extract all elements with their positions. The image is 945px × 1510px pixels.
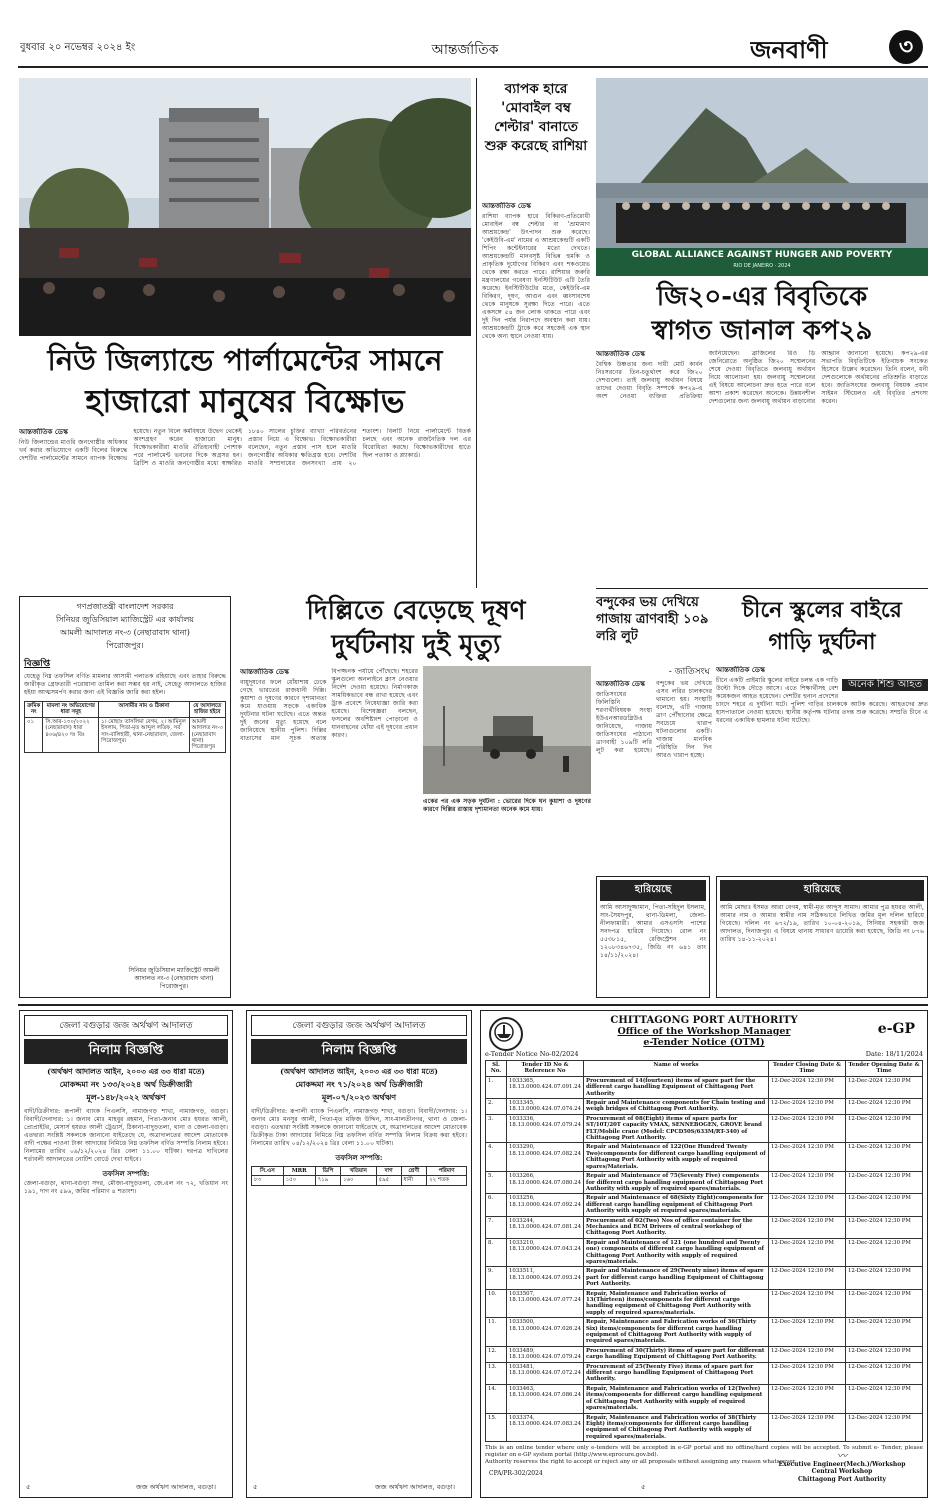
- tender-cell: 5.: [486, 1172, 507, 1194]
- auction1-body: বাদী/ডিক্রীদার: রূপালী ব্যাংক পিএলসি, নামাজগড় শাখা, নামাজগড়, বগুড়া। বিবাদী/দেনাদার: ১। জনাব মোঃ মাহবুর রহমান, পিতা-জনাব মোঃ হযরত আলী, প্রোপ্রাইটর, মেসার্স হযরত আলী ট্রেডার্স, ঠিকানা-বাদুড়তলা, থানা ও জেলা-বগুড়া। এতদ্বারা সংশ্লিষ্ট সকলকে জানানো যাইতেছে যে, অত্রাদালতের আদেশ মোতাবেক বাদী পক্ষের পাওনা টাকা আদায়ের নিমিত্তে নিম্ন তফসিল বর্ণিত সম্পত্তি নিলাম হইবে। নিলামের তারিখ ০৯/১২/২০২৪ খ্রিঃ বেলা ১১.০০ ঘটিকা। দরপত্র দাখিলের শর্তাবলী আদালতের নোটিশ বোর্ডে দেখা যাইবে।: [24, 1108, 228, 1163]
- nz-article: [19, 428, 471, 590]
- table-row: [486, 1346, 923, 1362]
- delhi-body: বায়ুদূষণের ফলে ধোঁয়াশায় ঢেকে গেছে ভারতের রাজধানী দিল্লি। কুয়াশা ও দূষণের কারণে দৃশ্যমানতা কমে যাওয়ায় সড়কে একাধিক দুর্ঘটনার ঘটনা ঘটেছে। এতে অন্তত দুই জনের মৃত্যু হয়েছে বলে জানিয়েছে স্থানীয় পুলিশ। দিল্লির বাতাসের মান সূচক অত্যন্ত বিপজ্জনক পর্যায়ে পৌঁছেছে। শহরের স্কুলগুলো অনলাইনে ক্লাস নেওয়ার নির্দেশ দেওয়া হয়েছে। নির্মাণকাজ সাময়িকভাবে বন্ধ রাখা হয়েছে এবং ট্রাক প্রবেশে নিষেধাজ্ঞা জারি করা হয়েছে। বিশেষজ্ঞরা বলছেন, ফসলের অবশিষ্টাংশ পোড়ানো ও যানবাহনের ধোঁয়া এই দূষণের প্রধান কারণ।: [240, 668, 418, 742]
- table-row: [486, 1318, 923, 1347]
- port-table-header: Tender Closing Date & Time: [769, 1061, 846, 1077]
- gaza-headline-text: বন্দুকের ভয় দেখিয়ে গাজায় ত্রাণবাহী ১০৯ লরি লুট: [596, 595, 709, 644]
- table-row: [486, 1238, 923, 1267]
- russia-body: রাশিয়া ব্যাপক হারে বিকিরণ-প্রতিরোধী মোবাইল বম্ব শেল্টার বা 'ভ্রাম্যমাণ আশ্রয়কেন্দ্র' উৎপাদন শুরু করেছে। 'কেইউবি-এম' নামের এ আশ্রয়কেন্দ্রটি একটি শিপিং কন্টেইনারের মতো দেখতে। আশ্রয়কেন্দ্রটি মানবসৃষ্ট বিভিন্ন হুমকি ও প্রাকৃতিক দুর্যোগের বিকিরণ এবং শকওয়েভ থেকে রক্ষা করতে পারে। রাশিয়ার জরুরি মন্ত্রণালয়ের গবেষণা ইনস্টিটিউট এটি তৈরি করেছে। ইনস্টিটিউটের মতে, কেইউবি-এম বিকিরণ, দূষণ, আগুন এবং ধ্বংসাবশেষ থেকে মানুষকে সুরক্ষা দিতে পারে। এতে একসঙ্গে ৫৪ জন লোক থাকতে পারে এবং দুই দিন পর্যন্ত নিরাপদে অবস্থান করা যায়। আশ্রয়কেন্দ্রটি ট্রাকে করে সহজেই এক স্থান থেকে অন্য স্থানে নেওয়া যায়।: [482, 213, 590, 340]
- g20-body: বৈশ্বিক উষ্ণতার জন্য দায়ী মোট কার্বন নিঃসরণের তিন-চতুর্থাংশ করে জি২০ দেশগুলো। তাই জলবায়ু অর্থায়ন বিষয়ে তাদের দেওয়া বিবৃতি সম্পর্কে কপ২৯-এ অংশ নেওয়া ব্যক্তিরা প্রতিক্রিয়া জানিয়েছেন। ব্রাজিলের রিও ডি জেনিরোতে অনুষ্ঠিত জি২০ সম্মেলনের শেষে দেওয়া বিবৃতিতে জলবায়ু অর্থায়ন নিয়ে আলোচনা হয়। জলবায়ু সম্মেলনের এই বিষয়ে আলোচনা দ্রুত হতে পারে বলে আশা প্রকাশ করেছেন অনেকে। উন্নয়নশীল দেশগুলোর জন্য জলবায়ু অর্থায়ন বাড়ানোর আহ্বান জানানো হয়েছে। কপ২৯-এর সভাপতি বিবৃতিটিকে ইতিবাচক সংকেত হিসেবে উল্লেখ করেছেন। তিনি বলেন, ধনী দেশগুলোকে অর্থায়নের প্রতিশ্রুতি বাড়াতে হবে। জাতিসংঘের জলবায়ু বিষয়ক প্রধান সাইমন স্টিয়েলও এই বিবৃতির প্রশংসা করেন।: [596, 350, 928, 405]
- g20-article: [596, 350, 928, 585]
- missing-ad-1-body: আমি আসাদুজ্জামান, পিতা-সহিদুল ইসলাম, সাং-সৈয়দপুর, থানা-ডিমলা, জেলা-নীলফামারী। আমার এসএসসি পাশের সনদপত্র হারিয়ে গিয়েছে। রোল নং ৫৫৩৮১৫, রেজিস্ট্রেশন নং ১২০৮৩৪৬৭৩৫, জিডি নং ৬৪১ তাং ১৪/১১/২০২৪।: [600, 904, 706, 959]
- court-table-cell: সি.আর-১৩০/২০২২ (নেছারাবাদ) ধারা ৪০৬/৪২০ দঃ বিঃ: [43, 717, 99, 752]
- russia-desk: আন্তর্জাতিক ডেস্ক: [482, 202, 531, 210]
- tender-cell: 1033345, 18.13.0000.424.07.074.24: [507, 1099, 584, 1115]
- tender-cell: 12-Dec-2024 12:30 PM: [846, 1346, 923, 1362]
- nz-body: নিউ জিল্যান্ডের মাওরি জনগোষ্ঠীর অধিকার খর্ব করার অভিযোগে একটি বিলের বিরুদ্ধে দেশটির পার্লামেন্টের সামনে ব্যাপক বিক্ষোভ হয়েছে। নতুন বিলে কর্মবিষয়ে উদ্বেগ থেকেই অংশগ্রহণ করেন হাজারো মানুষ। বিক্ষোভকারীরা মাওরি ঐতিহ্যবাহী পোশাক পরে পার্লামেন্ট ভবনের দিকে অগ্রসর হন। ব্রিটিশ ও মাওরি জনগোষ্ঠীর মধ্যে স্বাক্ষরিত ১৮৪০ সালের চুক্তির ব্যাখ্যা পরিবর্তনের প্রস্তাব নিয়ে এ বিক্ষোভ। বিক্ষোভকারীরা বলেছেন, নতুন প্রস্তাব পাস হলে মাওরি জনগোষ্ঠীর অধিকার ক্ষতিগ্রস্ত হবে। দেশটির মাওরি সম্প্রদায়ের জনসংখ্যা প্রায় ২০ শতাংশ। বিলটি নিয়ে পার্লামেন্টে বিতর্ক চলছে এবং অনেক রাজনৈতিক দল এর বিরোধিতা করছে। বিক্ষোভকারীদের হাতে ছিল পতাকা ও প্ল্যাকার্ড।: [19, 428, 471, 467]
- schedule-header: শ্রেণী: [401, 1167, 427, 1176]
- table-row: [486, 1384, 923, 1413]
- section-title: আন্তর্জাতিক: [431, 42, 499, 58]
- tender-cell: 1033489, 18.13.0000.424.07.079.24: [507, 1346, 584, 1362]
- china-headline-line1: চীনে স্কুলের বাইরে: [742, 597, 902, 623]
- auction2-schedule-table: [251, 1166, 467, 1186]
- tender-cell: 12-Dec-2024 12:30 PM: [769, 1194, 846, 1216]
- schedule-cell: ২২ শতক: [427, 1176, 467, 1185]
- table-row: [486, 1194, 923, 1216]
- schedule-cell: ৫৯৫: [376, 1176, 401, 1185]
- court-notice-line2: সিনিয়র জুডিসিয়াল ম্যাজিস্ট্রেট এর কার্যালয়: [56, 615, 194, 624]
- tender-cell: Repair and Maintenance of 29(Twenty nine) items of spare part for different cargo handling Equipment of Chittagong Port Authority.: [584, 1267, 769, 1289]
- court-table-cell: আমলী আদালত নং-৩ (নেছারাবাদ থানা) পিরোজপুর: [189, 717, 225, 752]
- court-notice-title: বিজ্ঞপ্তি: [24, 659, 51, 669]
- tender-cell: 1033481, 18.13.0000.424.07.072.24: [507, 1362, 584, 1384]
- auction1-orig: মূল-১৪৮/২০২২ অর্থঋণ: [86, 1092, 166, 1102]
- table-row: [486, 1289, 923, 1318]
- auction1-title: নিলাম বিজ্ঞপ্তি: [24, 1039, 228, 1064]
- nz-headline: [19, 340, 471, 426]
- missing-ad-2-title: হারিয়েছে: [720, 880, 924, 901]
- tender-cell: Repair and Maintenance of 122(One Hundred Twenty Two)components for different cargo handling equipment of Chittagong Port Authority with supply of required spares/Materials.: [584, 1143, 769, 1172]
- auction-notice-2: [246, 1010, 472, 1498]
- court-notice-signature: সিনিয়র জুডিসিয়াল ম্যাজিস্ট্রেট আমলী আদালত নং-৩ (নেছারাবাদ থানা) পিরোজপুর।: [128, 967, 220, 990]
- tender-cell: 12-Dec-2024 12:30 PM: [769, 1238, 846, 1267]
- g20-photo: [596, 78, 928, 276]
- delhi-headline-line2: দুর্ঘটনায় দুই মৃত্যু: [331, 630, 501, 660]
- delhi-headline-line1: দিল্লিতে বেড়েছে দূষণ: [306, 596, 526, 626]
- table-row: [486, 1114, 923, 1143]
- china-article: [716, 666, 928, 870]
- tender-cell: Procurement of 02(Two) Nos of office container for the Mechanics and ECM Drivers of central workshop of Chittagong Port Authority.: [584, 1216, 769, 1238]
- tender-cell: Repair and Maintenance components for Chain testing and weigh bridges of Chittagong Port Authority.: [584, 1099, 769, 1115]
- schedule-header: খতিয়ান: [341, 1167, 377, 1176]
- schedule-cell: ৮৩: [252, 1176, 284, 1185]
- tender-cell: 12-Dec-2024 12:30 PM: [846, 1384, 923, 1413]
- auction1-schedule: জেলা-বগুড়া, থানা-বগুড়া সদর, মৌজা-বাদুড়তলা, জে.এল নং ৭২, খতিয়ান নং ১৯১, দাগ নং ৫৯৬, জমির পরিমাণ ৪ শতাংশ।: [24, 1180, 228, 1195]
- auction1-ref: ৫: [26, 1483, 31, 1491]
- tender-cell: 13.: [486, 1362, 507, 1384]
- tender-cell: 12-Dec-2024 12:30 PM: [846, 1099, 923, 1115]
- tender-cell: Repair, Maintenance and Fabrication works of 12(Twelve) items/components for different cargo handling equipment of Chittagong Port Authority with supply of required spares/materials.: [584, 1384, 769, 1413]
- delhi-article: [240, 668, 418, 998]
- port-org: CHITTAGONG PORT AUTHORITY: [610, 1015, 798, 1026]
- gaza-article: [596, 680, 712, 870]
- tender-cell: 12-Dec-2024 12:30 PM: [769, 1076, 846, 1098]
- col-divider-1: [476, 78, 477, 588]
- logo-text: জনবাণী: [750, 35, 828, 64]
- schedule-cell: ১৬০: [341, 1176, 377, 1185]
- tender-cell: 12-Dec-2024 12:30 PM: [769, 1413, 846, 1442]
- tender-cell: 12-Dec-2024 12:30 PM: [846, 1267, 923, 1289]
- ads-top-rule: [18, 1004, 928, 1006]
- schedule-cell: ধানী: [401, 1176, 427, 1185]
- tender-cell: 7.: [486, 1216, 507, 1238]
- table-row: [25, 717, 226, 752]
- tender-cell: 12-Dec-2024 12:30 PM: [846, 1238, 923, 1267]
- tender-cell: 12-Dec-2024 12:30 PM: [846, 1076, 923, 1098]
- table-row: [486, 1076, 923, 1098]
- auction1-case: মোকদ্দমা নং ১৩৩/২০২৪ অর্থ ডিক্রীজারী: [59, 1079, 193, 1089]
- tender-cell: 1033290, 18.13.0000.424.07.082.24: [507, 1143, 584, 1172]
- tender-cell: 9.: [486, 1267, 507, 1289]
- tender-cell: 12-Dec-2024 12:30 PM: [769, 1099, 846, 1115]
- tender-cell: 1033463, 18.13.0000.424.07.086.24: [507, 1384, 584, 1413]
- tender-cell: 1033511, 18.13.0000.424.07.093.24: [507, 1267, 584, 1289]
- nz-desk: আন্তর্জাতিক ডেস্ক: [19, 428, 68, 436]
- tender-cell: 11.: [486, 1318, 507, 1347]
- court-notice-line4: পিরোজপুর।: [106, 641, 144, 650]
- tender-cell: Repair, Maintenance and Fabrication works of 38(Thirty Eight) items/components for different cargo handling equipment of Chittagong Port Authority with supply of required spares/materials.: [584, 1413, 769, 1442]
- court-notice-body: যেহেতু নিম্ন তফসিল বর্ণিত মামলার আসামী পলাতক রহিয়াছে এবং তাহার বিরুদ্ধে জারীকৃত গ্রেফতারী পরোয়ানা তামিল করা সম্ভব হয় নাই, সেহেতু আদালতে হাজির হইয়া আত্মসমর্পণ করার জন্য এই বিজ্ঞপ্তি জারি করা হইল।: [24, 673, 226, 696]
- tender-cell: 1.: [486, 1076, 507, 1098]
- auction2-signature: জজ অর্থঋণ আদালত, বগুড়া।: [375, 1483, 455, 1491]
- tender-cell: Procurement of 14(fourteen) items of spare part for the different cargo handling Equipment of Chittagong Port Authority: [584, 1076, 769, 1098]
- missing-ad-1-title: হারিয়েছে: [600, 880, 706, 901]
- port-table-header: Tender Opening Date & Time: [846, 1061, 923, 1077]
- tender-cell: 12-Dec-2024 12:30 PM: [769, 1114, 846, 1143]
- port-date: Date: 18/11/2024: [865, 1050, 923, 1058]
- russia-article: [482, 202, 590, 590]
- tender-cell: 1033256, 18.13.0000.424.07.092.24: [507, 1194, 584, 1216]
- table-row: [486, 1413, 923, 1442]
- table-row: [486, 1216, 923, 1238]
- nz-headline-line1: নিউ জিল্যান্ডে পার্লামেন্টের সামনে: [47, 343, 443, 377]
- tender-cell: 1033336, 18.13.0000.424.07.079.24: [507, 1114, 584, 1143]
- court-table-header: আসামীর নাম ও ঠিকানা: [99, 702, 189, 718]
- china-body: চীনে একটি প্রাইমারি স্কুলের বাইরে চলন্ত এক গাড়ি উল্টো দিকে দৌড়ে আসে। এতে শিক্ষার্থীসহ বেশ কয়েকজন আহত হয়েছেন। দেশটির হুনান প্রদেশের চাংদে শহরে এ দুর্ঘটনা ঘটে। পুলিশ গাড়ির চালককে আটক করেছে। আহতদের দ্রুত হাসপাতালে নেওয়া হয়েছে। স্থানীয় কর্তৃপক্ষ ঘটনার তদন্ত শুরু করেছে। সম্প্রতি চীনে এ ধরনের একাধিক হামলার ঘটনা ঘটেছে।: [716, 677, 928, 724]
- page-date: বুধবার ২০ নভেম্বর ২০২৪ ইং: [20, 42, 136, 53]
- court-table-cell: ০১: [25, 717, 43, 752]
- tender-cell: 3.: [486, 1114, 507, 1143]
- schedule-header: ডিপি: [315, 1167, 340, 1176]
- g20-photo-caption: GLOBAL ALLIANCE AGAINST HUNGER AND POVERTY: [631, 250, 893, 260]
- tender-cell: 12-Dec-2024 12:30 PM: [769, 1172, 846, 1194]
- g20-headline: [596, 280, 928, 350]
- china-desk: আন্তর্জাতিক ডেস্ক: [716, 666, 765, 674]
- missing-ad-1: [596, 876, 710, 998]
- tender-cell: Procurement of 30(Thirty) items of spare part for different cargo handling Equipment of Chittagong Port Authority.: [584, 1346, 769, 1362]
- court-notice-line3: আমলী আদালত নং-৩ (নেছারাবাদ থানা): [60, 628, 190, 637]
- tender-cell: 15.: [486, 1413, 507, 1442]
- tender-cell: Repair, Maintenance and Fabrication works of 13(Thirteen) items/components for different cargo handling equipment of Chittagong Port Authority with supply of required spares/materials.: [584, 1289, 769, 1318]
- tender-cell: 12-Dec-2024 12:30 PM: [769, 1289, 846, 1318]
- port-table-header: Sl. No.: [486, 1061, 507, 1077]
- tender-cell: 12-Dec-2024 12:30 PM: [846, 1216, 923, 1238]
- tender-cell: Repair and Maintenance of 75(Seventy Five) components for different cargo handling equipment of Chittagong Port Authority with supply of required spares/materials.: [584, 1172, 769, 1194]
- auction1-law: (অর্থঋণ আদালত আইন, ২০০৩ এর ৩৩ ধারা মতে): [47, 1067, 205, 1076]
- auction2-ref: ৫: [253, 1483, 258, 1491]
- tender-cell: Repair, Maintenance and Fabrication works of 36(Thirty Six) items/components for different cargo handling equipment of Chittagong Port Authority with supply of required spares/materials.: [584, 1318, 769, 1347]
- tender-cell: 4.: [486, 1143, 507, 1172]
- signature-mark-icon: 〰: [837, 1451, 847, 1462]
- tender-cell: 1033507, 18.13.0000.424.07.077.24: [507, 1289, 584, 1318]
- tender-cell: 12-Dec-2024 12:30 PM: [769, 1362, 846, 1384]
- table-row: [486, 1172, 923, 1194]
- gaza-desk: আন্তর্জাতিক ডেস্ক: [596, 680, 645, 688]
- tender-cell: 1033244, 18.13.0000.424.07.081.24: [507, 1216, 584, 1238]
- g20-desk: আন্তর্জাতিক ডেস্ক: [596, 350, 645, 358]
- china-subhead: অনেক শিশু আহত: [842, 679, 928, 691]
- port-table-header: Tender ID No & Reference No: [507, 1061, 584, 1077]
- port-tender-title: e-Tender Notice (OTM): [643, 1037, 765, 1048]
- gaza-headline: [596, 594, 712, 662]
- schedule-cell: ১৫০: [283, 1176, 315, 1185]
- tender-cell: 1033210, 18.13.0000.424.07.043.24: [507, 1238, 584, 1267]
- delhi-desk: আন্তর্জাতিক ডেস্ক: [240, 668, 289, 676]
- port-footer-1: This is an online tender where only e-tenders will be accepted in e-GP portal and no offline/hard copies will be accepted. To submit e- Tender, please register on e-GP system portal (http://www.eprocure.gov.bd).: [485, 1445, 923, 1459]
- auction2-court: জেলা বগুড়ার জজ অর্থঋণ আদালত: [251, 1015, 467, 1036]
- port-page-ref: ৫: [641, 1483, 646, 1491]
- gaza-byline: - জাতিসংঘ: [668, 667, 710, 677]
- schedule-header: দাগ: [376, 1167, 401, 1176]
- tender-cell: 12-Dec-2024 12:30 PM: [769, 1384, 846, 1413]
- delhi-headline: [240, 594, 592, 664]
- auction2-title: নিলাম বিজ্ঞপ্তি: [251, 1039, 467, 1064]
- tender-cell: 12-Dec-2024 12:30 PM: [846, 1143, 923, 1172]
- tender-cell: 12-Dec-2024 12:30 PM: [769, 1267, 846, 1289]
- tender-cell: 12-Dec-2024 12:30 PM: [846, 1172, 923, 1194]
- tender-cell: 12-Dec-2024 12:30 PM: [846, 1362, 923, 1384]
- table-row: [252, 1176, 467, 1185]
- china-headline: [716, 594, 928, 664]
- tender-cell: 10.: [486, 1289, 507, 1318]
- table-row: [486, 1143, 923, 1172]
- port-footer-2: Authority reserves the right to accept or reject any or all proposals without assigning any reason whatsoever.: [485, 1459, 797, 1466]
- schedule-header: সি.এস: [252, 1167, 284, 1176]
- nz-protest-photo: [19, 78, 471, 336]
- tender-cell: 12-Dec-2024 12:30 PM: [769, 1216, 846, 1238]
- court-table-header: যে আদালতে হাজির হইবে: [189, 702, 225, 718]
- tender-cell: 12-Dec-2024 12:30 PM: [769, 1318, 846, 1347]
- port-notice-no: e-Tender Notice No-02/2024: [485, 1050, 579, 1058]
- auction2-case: মোকদ্দমা নং ৭১/২০২৪ অর্থ ডিক্রীজারী: [295, 1079, 423, 1089]
- g20-headline-line1: জি২০-এর বিবৃতিকে: [656, 282, 868, 312]
- tender-cell: 12-Dec-2024 12:30 PM: [769, 1346, 846, 1362]
- port-ref: CPA/PR-302/2024: [489, 1470, 543, 1477]
- header-rule: [18, 66, 928, 68]
- tender-cell: 1033374, 18.13.0000.424.07.083.24: [507, 1413, 584, 1442]
- table-row: [486, 1267, 923, 1289]
- tender-cell: 8.: [486, 1238, 507, 1267]
- delhi-caption-text: একের পর এক সড়ক দুর্ঘটনা : ভোরের দিকে ঘন কুয়াশা ও দূষণের কারণে দিল্লির রাস্তায় দৃশ্যমানতা অনেক কমে যায়।: [423, 798, 591, 813]
- g20-photo-subcaption: RIO DE JANEIRO · 2024: [733, 263, 791, 269]
- port-tender-notice: [480, 1010, 928, 1498]
- port-egp-badge: e-GP: [877, 1021, 915, 1037]
- schedule-cell: ৭১৯: [315, 1176, 340, 1185]
- table-row: [486, 1362, 923, 1384]
- tender-cell: 12-Dec-2024 12:30 PM: [846, 1289, 923, 1318]
- tender-cell: Procurement of 08(Eight) items of spare parts for ST/10T/20T capacity VMAX, SENNEBOGEN, GROVE brand FLT/Mobile crane (Model: CPCD50S/633M/RT-340) of Chittagong Port Authority.: [584, 1114, 769, 1143]
- missing-ad-2-body: আমি মোছাঃ ইসমত আরা বেগম, স্বামী-মৃত আব্দুস সামাদ। আমার পুত্র হযরত আলী, আমার নাম ও আমার স্বামীর নাম সঠিকভাবে লিখিত জমির মূল দলিল হারিয়ে গিয়েছে। দলিল নং ৬৭২/১৯, তারিখ ১০-০৪-২০১৯, সিনিয়র সহকারী জজ আদালত, দিনাজপুর। এ বিষয়ে থানায় সাধারণ ডায়েরি করা হয়েছে, জিডি নং ৮৭৬ তারিখ ১৪-১১-২০২৪।: [720, 904, 924, 943]
- auction2-law: (অর্থঋণ আদালত আইন, ২০০৩ এর ৩৩ ধারা মতে): [280, 1067, 438, 1076]
- tender-cell: Repair and Maintenance of 121 (one hundred and Twenty one) components of different cargo handling equipment of Chittagong Port Authority with supply of required spares/materials.: [584, 1238, 769, 1267]
- gaza-body: জাতিসংঘের ফিলিস্তিনি শরণার্থীবিষয়ক সংস্থা ইউএনআরডব্লিউএ জানিয়েছে, গাজায় জাতিসংঘের পাঠানো ত্রাণবাহী ১০৯টি লরি লুট করা হয়েছে। বন্দুকের ভয় দেখিয়ে এসব লরির চালকদের থামানো হয়। সংস্থাটি বলেছে, এটি গাজায় ত্রাণ পৌঁছানোর ক্ষেত্রে সবচেয়ে খারাপ ঘটনাগুলোর একটি। গাজায় মানবিক পরিস্থিতি দিন দিন আরও খারাপ হচ্ছে।: [596, 680, 712, 759]
- court-notice-table: [24, 701, 226, 753]
- tender-cell: 12.: [486, 1346, 507, 1362]
- tender-cell: Repair and Maintenance of 68(Sixty Eight)components for different cargo handling equipment of Chittagong Port Authority with supply of required spares/materials.: [584, 1194, 769, 1216]
- delhi-smog-photo: [423, 666, 591, 794]
- port-signature: [767, 1453, 917, 1483]
- tender-cell: 12-Dec-2024 12:30 PM: [846, 1114, 923, 1143]
- port-office: Office of the Workshop Manager: [617, 1026, 791, 1037]
- page-number-badge: ৩: [889, 30, 923, 64]
- port-tender-table: [485, 1060, 923, 1442]
- tender-cell: 12-Dec-2024 12:30 PM: [769, 1143, 846, 1172]
- missing-ad-2: [716, 876, 928, 998]
- port-logo-icon: [489, 1017, 523, 1051]
- port-table-header: Name of works: [584, 1061, 769, 1077]
- tender-cell: 12-Dec-2024 12:30 PM: [846, 1194, 923, 1216]
- auction-notice-1: [19, 1010, 233, 1498]
- tender-cell: Procurement of 25(Twenty Five) items of spare part for different cargo handling Equipment of Chittagong Port Authority.: [584, 1362, 769, 1384]
- g20-bottom-rule: [596, 588, 928, 589]
- court-table-cell: ১। মোছাঃ তাসলিমা বেগম, ২। আমিনুল ইসলাম, পিতা-মৃত আব্দুল লতিফ, সর্ব সাং-বালিহারী, থানা-নেছারাবাদ, জেলা-পিরোজপুর।: [99, 717, 189, 752]
- auction1-signature: জজ অর্থঋণ আদালত, বগুড়া।: [136, 1483, 216, 1491]
- schedule-header: পরিমাণ: [427, 1167, 467, 1176]
- port-signer-2: Central Workshop: [811, 1468, 873, 1475]
- court-notice: [19, 596, 231, 998]
- table-row: [486, 1099, 923, 1115]
- tender-cell: 1033500, 18.13.0000.424.07.026.24: [507, 1318, 584, 1347]
- g20-headline-line2: স্বাগত জানাল কপ২৯: [651, 316, 873, 346]
- delhi-caption: [423, 798, 591, 998]
- port-signer-3: Chittagong Port Authority: [798, 1475, 886, 1483]
- auction2-orig: মূল-০৭/২০২৩ অর্থঋণ: [321, 1092, 397, 1102]
- tender-cell: 6.: [486, 1194, 507, 1216]
- court-notice-line1: গণপ্রজাতন্ত্রী বাংলাদেশ সরকার: [76, 602, 174, 611]
- auction1-court: জেলা বগুড়ার জজ অর্থঋণ আদালত: [24, 1015, 228, 1036]
- court-table-header: ক্রমিক নং: [25, 702, 43, 718]
- nz-headline-line2: হাজারো মানুষের বিক্ষোভ: [85, 382, 405, 420]
- auction2-body: বাদী/ডিক্রীদার: রূপালী ব্যাংক পিএলসি, নামাজগড় শাখা, বগুড়া। বিবাদী/দেনাদার: ১। জনাব মোঃ মনসুর আলী, পিতা-মৃত মফিজ উদ্দিন, সাং-মালতীনগর, থানা ও জেলা-বগুড়া। এতদ্বারা সংশ্লিষ্ট সকলকে জানানো যাইতেছে যে, অত্রাদালতের আদেশ মোতাবেক ডিক্রীকৃত টাকা আদায়ের নিমিত্তে নিম্ন তফসিল বর্ণিত সম্পত্তি নিলাম বিক্রয় করা হইবে। নিলামের তারিখ ০৪/১২/২০২৪ খ্রিঃ বেলা ১১.০০ ঘটিকা।: [251, 1108, 467, 1147]
- schedule-header: MRR: [283, 1167, 315, 1176]
- auction2-schedule-title: তফসিল সম্পত্তি:: [335, 1153, 383, 1162]
- tender-cell: 2.: [486, 1099, 507, 1115]
- court-table-header: মামলা নং অভিযোগের ধারা সমূহ: [43, 702, 99, 718]
- tender-cell: 14.: [486, 1384, 507, 1413]
- tender-cell: 12-Dec-2024 12:30 PM: [846, 1413, 923, 1442]
- port-signer-1: Executive Engineer(Mech.)/Workshop: [778, 1460, 906, 1468]
- russia-headline: ব্যাপক হারে 'মোবাইল বম্ব শেল্টার' বানাতে শুরু করেছে রাশিয়া: [484, 81, 588, 154]
- masthead-logo: [750, 28, 925, 68]
- auction1-schedule-title: তফসিল সম্পত্তি:: [102, 1169, 150, 1178]
- china-headline-line2: গাড়ি দুর্ঘটনা: [768, 629, 876, 655]
- tender-cell: 12-Dec-2024 12:30 PM: [846, 1318, 923, 1347]
- tender-cell: 1033266, 18.13.0000.424.07.080.24: [507, 1172, 584, 1194]
- tender-cell: 1033365, 18.13.0000.424.07.091.24: [507, 1076, 584, 1098]
